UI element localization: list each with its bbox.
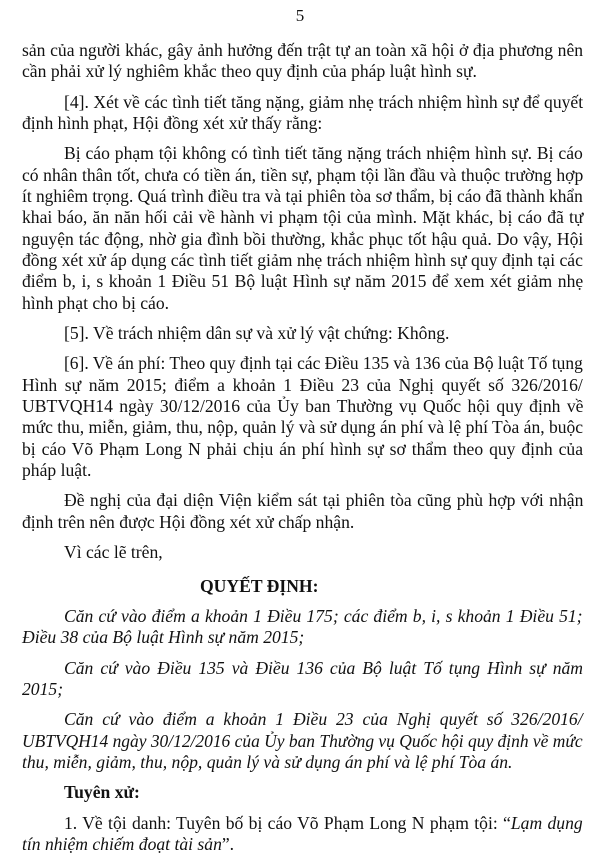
text-line: định hình phạt, Hội đồng xét xử thấy rằng:	[22, 113, 323, 133]
text-line: pháp luật.	[22, 460, 92, 480]
text-line	[22, 832, 234, 856]
text-line: [4]. Xét về các tình tiết tăng nặng, giảm nhẹ trách nhiệm hình sự để quyết	[64, 92, 584, 112]
text-line: hình phạt cho bị cáo.	[22, 293, 170, 313]
offense-name: tín nhiệm chiếm đoạt tài sản	[22, 834, 222, 854]
text-line: khai báo, ăn năn hối cải về hành vi phạm tội của mình. Mặt khác, bị cáo đã tự	[22, 207, 584, 227]
closing-quote: ”.	[221, 834, 235, 854]
text-line: điểm b, i, s khoản 1 Điều 51 Bộ luật Hình sự năm 2015 để xem xét giảm nhẹ	[22, 271, 584, 291]
text-line: có nhân thân tốt, chưa có tiền án, tiền sự, phạm tội lần đầu và thuộc trường hợp	[22, 165, 584, 185]
text-line: định trên nên được Hội đồng xét xử chấp nhận.	[22, 512, 355, 532]
page-number: 5	[295, 6, 305, 25]
text-line: UBTVQH14 ngày 30/12/2016 của Ủy ban Thường vụ Quốc hội quy định về	[22, 396, 584, 416]
text-line: Căn cứ vào điểm a khoản 1 Điều 23 của Nghị quyết số 326/2016/	[64, 709, 583, 729]
text-line: ít nghiêm trọng. Quá trình điều tra và tại phiên tòa sơ thẩm, bị cáo đã thành khẩn	[22, 186, 583, 206]
text-line: UBTVQH14 ngày 30/12/2016 của Ủy ban Thường vụ Quốc hội quy định về mức	[22, 731, 583, 751]
text-line: nguyện tác động, nhờ gia đình bồi thường, khắc phục tốt hậu quả. Do vậy, Hội	[22, 229, 584, 249]
text-line: bị cáo Võ Phạm Long N phải chịu án phí hình sự sơ thẩm theo quy định của	[22, 439, 584, 459]
text-line: Bị cáo phạm tội không có tình tiết tăng nặng trách nhiệm hình sự. Bị cáo	[64, 143, 583, 163]
text-line: Vì các lẽ trên,	[64, 542, 163, 562]
text-line: Điều 38 của Bộ luật Hình sự năm 2015;	[22, 627, 305, 647]
subheading: Tuyên xử:	[64, 782, 140, 802]
text-line: 2015;	[22, 679, 64, 699]
verdict-text: 1. Về tội danh: Tuyên bố bị cáo Võ Phạm Long N phạm tội: “	[64, 813, 511, 833]
section-heading: QUYẾT ĐỊNH:	[200, 576, 319, 596]
text-line: sản của người khác, gây ảnh hưởng đến trật tự an toàn xã hội ở địa phương nên	[22, 40, 584, 60]
text-line: [5]. Về trách nhiệm dân sự và xử lý vật chứng: Không.	[64, 323, 450, 343]
text-line: cần phải xử lý nghiêm khắc theo quy định của pháp luật hình sự.	[22, 61, 477, 81]
offense-name: Lạm dụng	[510, 813, 583, 833]
text-line: thu, miễn, giảm, thu, nộp, quản lý và sử dụng án phí và lệ phí Tòa án.	[22, 752, 513, 772]
text-line: Căn cứ vào Điều 135 và Điều 136 của Bộ luật Tố tụng Hình sự năm	[64, 658, 584, 678]
text-line: Đề nghị của đại diện Viện kiểm sát tại phiên tòa cũng phù hợp với nhận	[64, 490, 584, 510]
text-line: Hình sự năm 2015; điểm a khoản 1 Điều 23 của Nghị quyết số 326/2016/	[22, 375, 583, 395]
text-line: Căn cứ vào điểm a khoản 1 Điều 175; các điểm b, i, s khoản 1 Điều 51;	[64, 606, 583, 626]
text-line: [6]. Về án phí: Theo quy định tại các Điều 135 và 136 của Bộ luật Tố tụng	[64, 353, 583, 373]
text-line: mức thu, miễn, giảm, thu, nộp, quản lý và sử dụng án phí và lệ phí Tòa án, buộc	[22, 417, 584, 437]
text-line: đồng xét xử áp dụng các tình tiết giảm nhẹ trách nhiệm hình sự quy định tại các	[22, 250, 583, 270]
